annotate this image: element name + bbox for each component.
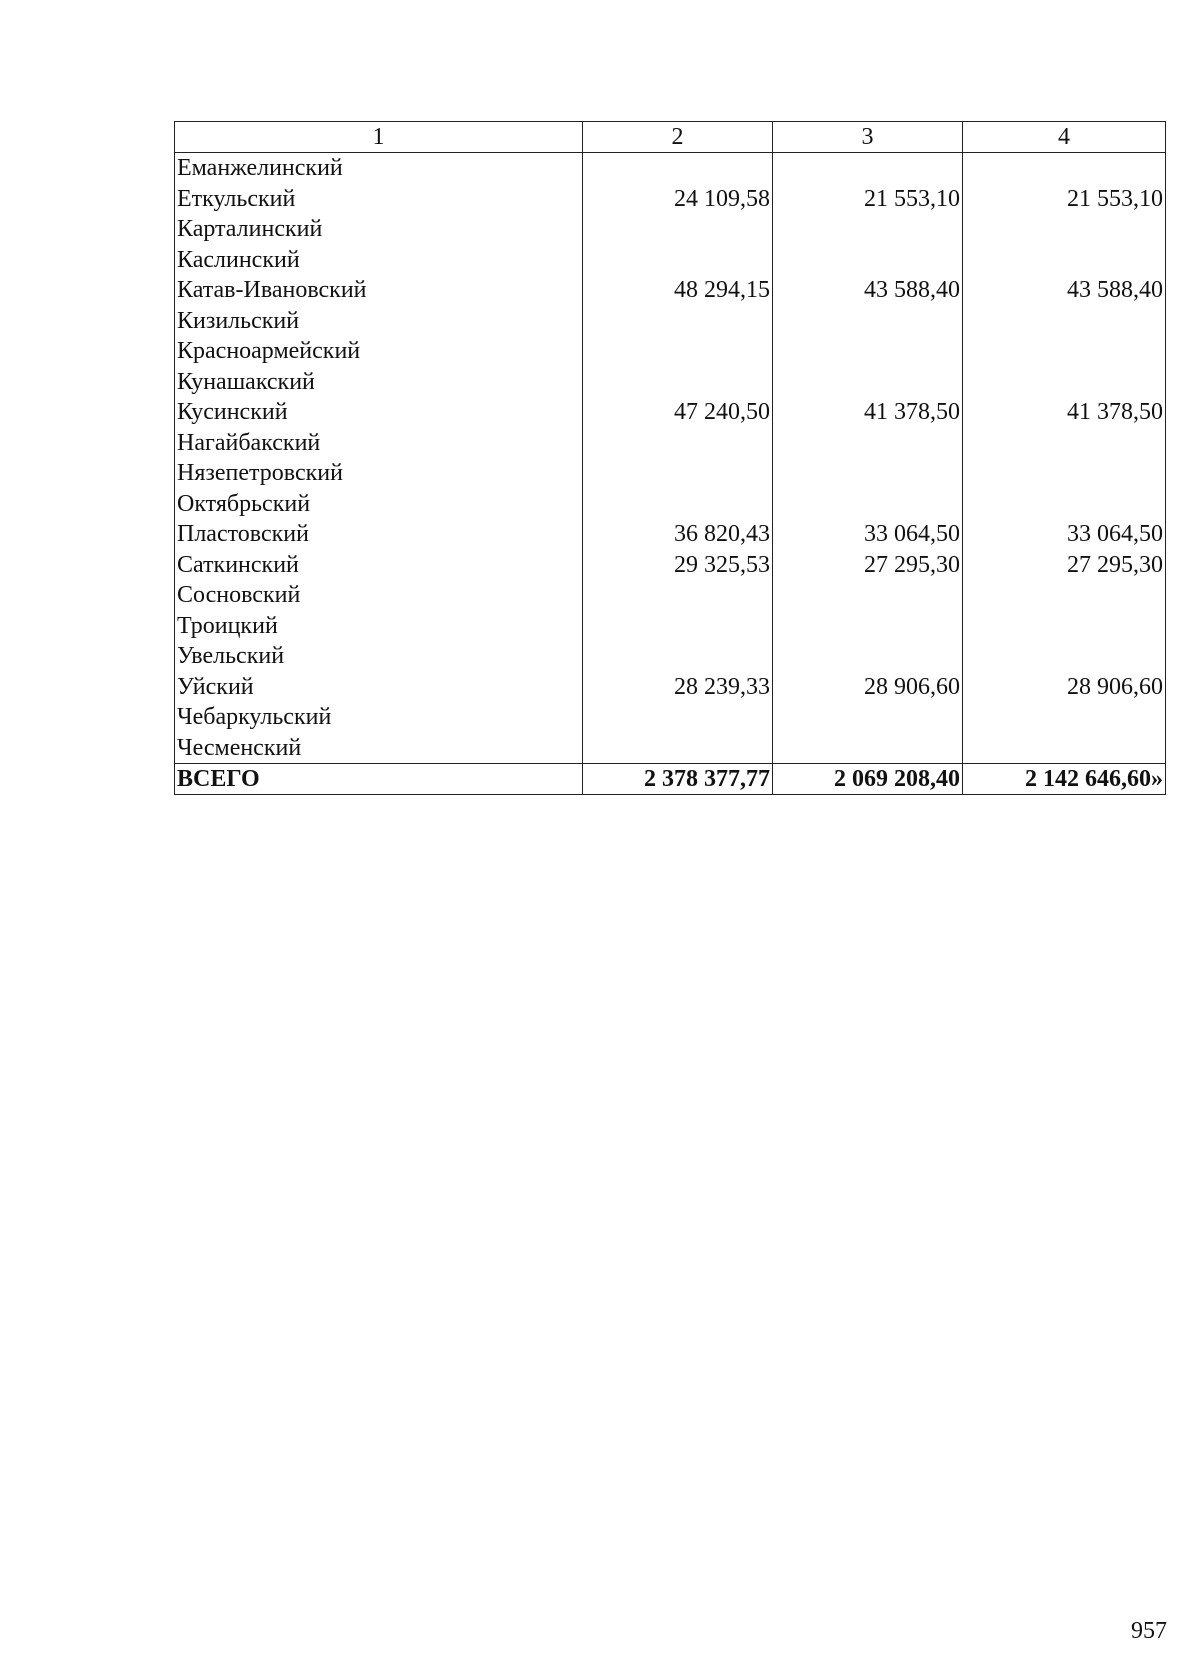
- row-col-3: [773, 336, 963, 367]
- table-row: [175, 306, 1166, 337]
- table-row: [175, 245, 1166, 276]
- row-col-3: [773, 580, 963, 611]
- row-col-2: [583, 245, 773, 276]
- row-name: Октябрьский: [175, 489, 583, 520]
- row-col-2: [583, 458, 773, 489]
- total-col-3: 2 069 208,40: [773, 764, 963, 795]
- row-col-4: [963, 153, 1166, 184]
- row-col-3: 27 295,30: [773, 550, 963, 581]
- table-row: [175, 641, 1166, 672]
- row-col-3: [773, 702, 963, 733]
- table-row: [175, 275, 1166, 306]
- row-name: Каслинский: [175, 245, 583, 276]
- row-col-3: [773, 489, 963, 520]
- header-col-3: 3: [773, 122, 963, 153]
- row-name: Кунашакский: [175, 367, 583, 398]
- row-name: Еманжелинский: [175, 153, 583, 184]
- total-col-2: 2 378 377,77: [583, 764, 773, 795]
- row-col-3: [773, 153, 963, 184]
- row-col-3: [773, 458, 963, 489]
- table-row: [175, 733, 1166, 764]
- row-col-4: [963, 458, 1166, 489]
- row-col-3: [773, 428, 963, 459]
- table-row: [175, 550, 1166, 581]
- row-name: Чебаркульский: [175, 702, 583, 733]
- row-col-3: [773, 733, 963, 764]
- header-col-2: 2: [583, 122, 773, 153]
- row-col-2: 47 240,50: [583, 397, 773, 428]
- row-col-2: [583, 641, 773, 672]
- row-col-2: [583, 306, 773, 337]
- row-col-2: [583, 428, 773, 459]
- row-col-3: [773, 306, 963, 337]
- table-row: [175, 397, 1166, 428]
- row-col-4: [963, 306, 1166, 337]
- page-number: 957: [1131, 1618, 1167, 1644]
- row-col-3: [773, 367, 963, 398]
- table-row: [175, 336, 1166, 367]
- row-col-2: [583, 580, 773, 611]
- row-name: Чесменский: [175, 733, 583, 764]
- row-col-2: [583, 702, 773, 733]
- row-col-3: 33 064,50: [773, 519, 963, 550]
- table-row: [175, 519, 1166, 550]
- data-table: [174, 121, 1166, 795]
- row-col-2: [583, 733, 773, 764]
- row-col-4: [963, 214, 1166, 245]
- row-col-3: [773, 611, 963, 642]
- row-col-3: 43 588,40: [773, 275, 963, 306]
- row-col-2: [583, 611, 773, 642]
- row-col-4: [963, 580, 1166, 611]
- row-col-3: 21 553,10: [773, 184, 963, 215]
- row-col-4: [963, 428, 1166, 459]
- row-name: Катав-Ивановский: [175, 275, 583, 306]
- table-header: [175, 122, 1166, 153]
- total-label: ВСЕГО: [175, 764, 583, 795]
- table-body: [175, 153, 1166, 764]
- row-col-2: 24 109,58: [583, 184, 773, 215]
- table-row: [175, 702, 1166, 733]
- header-row: [175, 122, 1166, 153]
- header-col-1: 1: [175, 122, 583, 153]
- row-name: Саткинский: [175, 550, 583, 581]
- row-col-2: [583, 489, 773, 520]
- table-row: [175, 214, 1166, 245]
- row-name: Карталинский: [175, 214, 583, 245]
- total-row: [175, 764, 1166, 795]
- table-row: [175, 580, 1166, 611]
- row-col-4: 21 553,10: [963, 184, 1166, 215]
- row-col-4: [963, 245, 1166, 276]
- row-col-3: 28 906,60: [773, 672, 963, 703]
- row-col-2: 48 294,15: [583, 275, 773, 306]
- row-name: Пластовский: [175, 519, 583, 550]
- table-row: [175, 611, 1166, 642]
- row-name: Кизильский: [175, 306, 583, 337]
- row-col-2: 29 325,53: [583, 550, 773, 581]
- row-col-2: 36 820,43: [583, 519, 773, 550]
- row-col-4: [963, 641, 1166, 672]
- row-name: Увельский: [175, 641, 583, 672]
- row-col-4: 33 064,50: [963, 519, 1166, 550]
- row-col-4: [963, 611, 1166, 642]
- row-col-3: 41 378,50: [773, 397, 963, 428]
- row-col-2: [583, 153, 773, 184]
- table-row: [175, 458, 1166, 489]
- row-col-2: 28 239,33: [583, 672, 773, 703]
- row-col-2: [583, 336, 773, 367]
- row-col-2: [583, 214, 773, 245]
- row-col-4: 28 906,60: [963, 672, 1166, 703]
- row-col-4: 27 295,30: [963, 550, 1166, 581]
- row-name: Красноармейский: [175, 336, 583, 367]
- row-name: Нязепетровский: [175, 458, 583, 489]
- row-col-2: [583, 367, 773, 398]
- row-name: Уйский: [175, 672, 583, 703]
- table-row: [175, 184, 1166, 215]
- row-col-4: 43 588,40: [963, 275, 1166, 306]
- row-col-4: [963, 367, 1166, 398]
- row-col-4: [963, 702, 1166, 733]
- header-col-4: 4: [963, 122, 1166, 153]
- row-col-4: [963, 733, 1166, 764]
- table-row: [175, 428, 1166, 459]
- table-row: [175, 367, 1166, 398]
- row-name: Кусинский: [175, 397, 583, 428]
- table-row: [175, 153, 1166, 184]
- row-name: Нагайбакский: [175, 428, 583, 459]
- row-col-4: 41 378,50: [963, 397, 1166, 428]
- table-row: [175, 489, 1166, 520]
- row-col-3: [773, 245, 963, 276]
- row-name: Троицкий: [175, 611, 583, 642]
- row-col-4: [963, 489, 1166, 520]
- row-col-3: [773, 641, 963, 672]
- table-row: [175, 672, 1166, 703]
- table-footer: [175, 764, 1166, 795]
- total-col-4: 2 142 646,60»: [963, 764, 1166, 795]
- row-name: Еткульский: [175, 184, 583, 215]
- row-col-4: [963, 336, 1166, 367]
- row-name: Сосновский: [175, 580, 583, 611]
- row-col-3: [773, 214, 963, 245]
